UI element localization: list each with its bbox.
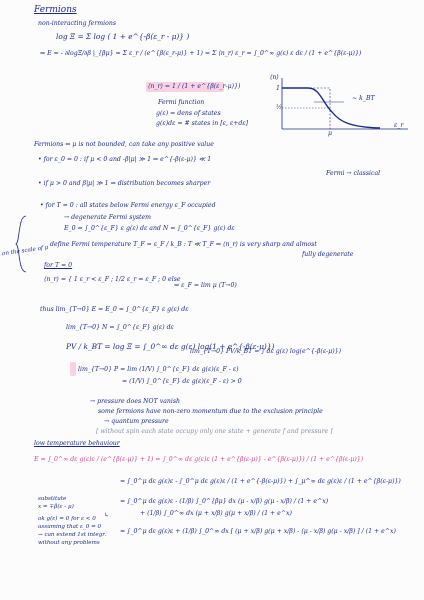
section-heading: low temperature behaviour [34,440,120,447]
note-line: Fermi → classical [326,170,381,177]
note-line: • if μ > 0 and β|μ| ≫ 1 ⇒ distribution becomes sharper [38,180,211,187]
left-bracket [12,214,32,274]
formula-line: PV / k_BT = log Ξ = ∫_0^∞ dε g(ε) log(1 + e^{-β(ε-μ)}) [66,342,275,351]
formula-line: thus lim_{T→0} E = E_0 = ∫_0^{ε_F} ε g(ε) dε [40,306,189,313]
formula-line: ⟨n_r⟩ = { 1 ε_r < ε_F ; 1/2 ε_r = ε_F ; 0 else [44,276,181,283]
formula-line: ⟨n_r⟩ = 1 / (1 + e^{β(ε_r-μ)}) [148,83,241,90]
formula-line: = ∫_0^μ dε g(ε)ε + (1/β) ∫_0^∞ dx [ (μ + x/β) g(μ + x/β) - (μ - x/β) g(μ - x/β) ] / (1 + e^x) [120,528,396,535]
section-heading: for T = 0 [44,262,73,269]
note-line: → quantum pressure [104,418,169,425]
note-line: Fermions ⇒ μ is not bounded, can take any positive value [34,141,214,148]
formula-line: ⇒ E = - ∂logΞ/∂β |_{βμ} = Σ ε_r / (e^{β(ε_r-μ)} + 1) = Σ ⟨n_r⟩ ε_r = ∫_0^∞ g(ε) ε dε / (1 + e^{β(ε-μ)}) [40,50,362,57]
sketch-tick-one: 1 [276,85,280,92]
margin-note: → can extend 1st integr. [38,532,107,538]
sketch-tick-half: ½ [276,104,282,111]
sketch-x-label: ε_r [394,122,404,129]
margin-note: ok g(ε) = 0 for ε < 0 [38,516,96,522]
note-line: • for ε_0 = 0 : if μ < 0 and -β|μ| ≫ 1 ⇒ e^{-β(ε-μ)} ≪ 1 [38,156,212,163]
margin-note: x = ∓β(ε - μ) [38,504,74,510]
note-line: g(ε) = dens of states [156,110,221,117]
formula-line: lim_{T→0} PV/k_BT = ∫ dε g(ε) log(e^{-β(ε-μ)}) [190,348,342,355]
formula-line: = ∫_0^μ dε g(ε)ε - ∫_0^μ dε g(ε)ε / (1 + e^{-β(ε-μ)}) + ∫_μ^∞ dε g(ε)ε / (1 + e^{β(ε-μ)}) [120,478,401,485]
fermi-function-sketch [270,74,410,134]
note-line: some fermions have non-zero momentum due to the exclusion principle [98,408,323,415]
formula-line: + (1/β) ∫_0^∞ dx (μ + x/β) g(μ + x/β) / (1 + e^x) [140,510,292,517]
page-title: Fermions [34,5,77,15]
sketch-mu-label: μ [328,130,333,137]
margin-note: on the scale of μ [1,244,49,258]
formula-line: E = ∫_0^∞ dε g(ε)ε / (e^{β(ε-μ)} + 1) = ∫_0^∞ dε g(ε)ε (1 + e^{β(ε-μ)} - e^{β(ε-μ)}) / (1 + e^{β(ε-μ)}) [34,456,364,463]
margin-note: substitute [38,496,67,502]
note-line: Fermi function [158,99,205,106]
formula-line: E_0 = ∫_0^{ε_F} ε g(ε) dε and N = ∫_0^{ε_F} g(ε) dε [64,225,235,232]
note-line: fully degenerate [302,251,354,258]
formula-line: ⇒ ε_F = lim μ (T→0) [174,282,237,289]
sketch-width-label: ~ k_BT [352,95,375,102]
note-line: g(ε)dε = # states in [ε, ε+dε] [156,120,249,127]
note-line: define Fermi temperature T_F = ε_F / k_B : T ≪ T_F ⇒ ⟨n_r⟩ is very sharp and almost [50,241,317,248]
highlight-mark [70,362,76,376]
formula-line: log Ξ = Σ log ( 1 + e^{-β(ε_r - μ)} ) [56,32,190,41]
sketch-y-label: ⟨n⟩ [270,74,279,81]
note-line: → pressure does NOT vanish [90,398,181,405]
formula-line: = (1/V) ∫_0^{ε_F} dε g(ε)(ε_F - ε) > 0 [122,378,242,385]
note-line: → degenerate Fermi system [64,214,152,221]
note-line: non-interacting fermions [38,20,117,27]
arrow-mark: ↳ [104,512,110,519]
margin-note: without any problems [38,540,100,546]
note-line: [ without spin each state occupy only one state + generate f and pressure ] [96,428,333,435]
margin-note: assuming that ε_0 = 0 [38,524,102,530]
formula-line: = ∫_0^μ dε g(ε)ε - (1/β) ∫_0^{βμ} dx (μ - x/β) g(μ - x/β) / (1 + e^x) [120,498,329,505]
note-line: • for T = 0 : all states below Fermi energy ε_F occupied [40,202,216,209]
formula-line: lim_{T→0} P = lim (1/V) ∫_0^{ε_F} dε g(ε)(ε_F - ε) [78,366,239,373]
formula-line: lim_{T→0} N = ∫_0^{ε_F} g(ε) dε [66,324,174,331]
